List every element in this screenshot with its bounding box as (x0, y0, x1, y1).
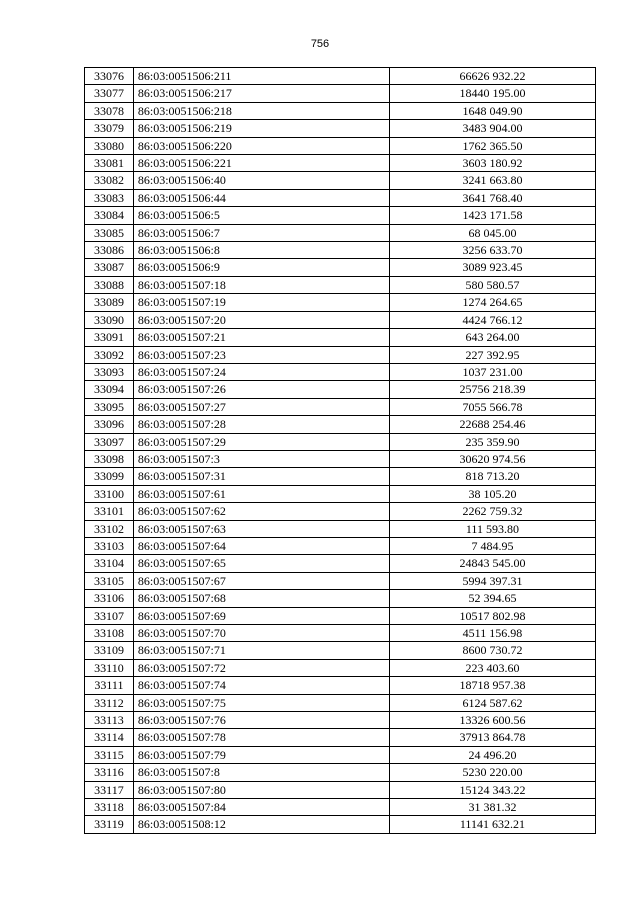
table-row (85, 189, 596, 206)
cadastral-number-cell: 86:03:0051507:71 (133, 642, 389, 659)
row-number-cell: 33084 (85, 207, 134, 224)
value-cell: 68 045.00 (389, 224, 595, 241)
value-cell: 52 394.65 (389, 590, 595, 607)
table-row (85, 729, 596, 746)
table-row (85, 137, 596, 154)
table-row (85, 398, 596, 415)
value-cell: 30620 974.56 (389, 450, 595, 467)
row-number-cell: 33108 (85, 625, 134, 642)
cadastral-number-cell: 86:03:0051507:21 (133, 329, 389, 346)
value-cell: 13326 600.56 (389, 712, 595, 729)
row-number-cell: 33104 (85, 555, 134, 572)
cadastral-number-cell: 86:03:0051507:8 (133, 764, 389, 781)
value-cell: 66626 932.22 (389, 68, 595, 85)
row-number-cell: 33090 (85, 311, 134, 328)
row-number-cell: 33103 (85, 537, 134, 554)
value-cell: 3256 633.70 (389, 242, 595, 259)
cadastral-number-cell: 86:03:0051507:74 (133, 677, 389, 694)
registry-table (84, 67, 596, 834)
cadastral-number-cell: 86:03:0051506:9 (133, 259, 389, 276)
row-number-cell: 33083 (85, 189, 134, 206)
table-row (85, 468, 596, 485)
cadastral-number-cell: 86:03:0051506:220 (133, 137, 389, 154)
table-row (85, 590, 596, 607)
value-cell: 7 484.95 (389, 537, 595, 554)
cadastral-number-cell: 86:03:0051507:28 (133, 416, 389, 433)
value-cell: 22688 254.46 (389, 416, 595, 433)
row-number-cell: 33106 (85, 590, 134, 607)
cadastral-number-cell: 86:03:0051507:62 (133, 503, 389, 520)
table-row (85, 572, 596, 589)
row-number-cell: 33100 (85, 485, 134, 502)
cadastral-number-cell: 86:03:0051507:80 (133, 781, 389, 798)
row-number-cell: 33087 (85, 259, 134, 276)
row-number-cell: 33093 (85, 363, 134, 380)
table-row (85, 799, 596, 816)
value-cell: 31 381.32 (389, 799, 595, 816)
table-row (85, 276, 596, 293)
cadastral-number-cell: 86:03:0051507:61 (133, 485, 389, 502)
cadastral-number-cell: 86:03:0051506:8 (133, 242, 389, 259)
table-row (85, 155, 596, 172)
cadastral-number-cell: 86:03:0051507:24 (133, 363, 389, 380)
cadastral-number-cell: 86:03:0051507:19 (133, 294, 389, 311)
row-number-cell: 33091 (85, 329, 134, 346)
value-cell: 111 593.80 (389, 520, 595, 537)
row-number-cell: 33109 (85, 642, 134, 659)
row-number-cell: 33086 (85, 242, 134, 259)
table-row (85, 450, 596, 467)
row-number-cell: 33107 (85, 607, 134, 624)
value-cell: 1648 049.90 (389, 102, 595, 119)
value-cell: 3641 768.40 (389, 189, 595, 206)
value-cell: 1762 365.50 (389, 137, 595, 154)
row-number-cell: 33078 (85, 102, 134, 119)
cadastral-number-cell: 86:03:0051508:12 (133, 816, 389, 833)
value-cell: 4511 156.98 (389, 625, 595, 642)
table-row (85, 537, 596, 554)
table-row (85, 712, 596, 729)
cadastral-number-cell: 86:03:0051506:40 (133, 172, 389, 189)
table-row (85, 381, 596, 398)
value-cell: 18718 957.38 (389, 677, 595, 694)
row-number-cell: 33111 (85, 677, 134, 694)
value-cell: 11141 632.21 (389, 816, 595, 833)
row-number-cell: 33099 (85, 468, 134, 485)
cadastral-number-cell: 86:03:0051507:65 (133, 555, 389, 572)
value-cell: 5994 397.31 (389, 572, 595, 589)
table-row (85, 207, 596, 224)
cadastral-number-cell: 86:03:0051506:218 (133, 102, 389, 119)
value-cell: 4424 766.12 (389, 311, 595, 328)
table-row (85, 642, 596, 659)
cadastral-number-cell: 86:03:0051507:29 (133, 433, 389, 450)
row-number-cell: 33110 (85, 659, 134, 676)
row-number-cell: 33089 (85, 294, 134, 311)
table-row (85, 172, 596, 189)
value-cell: 818 713.20 (389, 468, 595, 485)
row-number-cell: 33085 (85, 224, 134, 241)
value-cell: 3241 663.80 (389, 172, 595, 189)
table-row (85, 311, 596, 328)
table-row (85, 102, 596, 119)
row-number-cell: 33082 (85, 172, 134, 189)
cadastral-number-cell: 86:03:0051506:211 (133, 68, 389, 85)
row-number-cell: 33101 (85, 503, 134, 520)
value-cell: 7055 566.78 (389, 398, 595, 415)
value-cell: 2262 759.32 (389, 503, 595, 520)
cadastral-number-cell: 86:03:0051507:63 (133, 520, 389, 537)
value-cell: 3603 180.92 (389, 155, 595, 172)
table-row (85, 363, 596, 380)
row-number-cell: 33079 (85, 120, 134, 137)
cadastral-number-cell: 86:03:0051507:67 (133, 572, 389, 589)
cadastral-number-cell: 86:03:0051506:219 (133, 120, 389, 137)
value-cell: 25756 218.39 (389, 381, 595, 398)
value-cell: 235 359.90 (389, 433, 595, 450)
table-row (85, 555, 596, 572)
value-cell: 580 580.57 (389, 276, 595, 293)
row-number-cell: 33102 (85, 520, 134, 537)
row-number-cell: 33119 (85, 816, 134, 833)
cadastral-number-cell: 86:03:0051507:3 (133, 450, 389, 467)
table-row (85, 85, 596, 102)
cadastral-number-cell: 86:03:0051507:78 (133, 729, 389, 746)
table-row (85, 242, 596, 259)
row-number-cell: 33094 (85, 381, 134, 398)
table-row (85, 764, 596, 781)
row-number-cell: 33081 (85, 155, 134, 172)
value-cell: 1037 231.00 (389, 363, 595, 380)
table-row (85, 346, 596, 363)
row-number-cell: 33114 (85, 729, 134, 746)
row-number-cell: 33115 (85, 746, 134, 763)
value-cell: 10517 802.98 (389, 607, 595, 624)
cadastral-number-cell: 86:03:0051507:84 (133, 799, 389, 816)
value-cell: 1274 264.65 (389, 294, 595, 311)
value-cell: 38 105.20 (389, 485, 595, 502)
table-row (85, 224, 596, 241)
cadastral-number-cell: 86:03:0051507:18 (133, 276, 389, 293)
row-number-cell: 33112 (85, 694, 134, 711)
value-cell: 6124 587.62 (389, 694, 595, 711)
table-row (85, 816, 596, 833)
cadastral-number-cell: 86:03:0051507:31 (133, 468, 389, 485)
registry-table-body (85, 68, 596, 834)
cadastral-number-cell: 86:03:0051507:26 (133, 381, 389, 398)
value-cell: 15124 343.22 (389, 781, 595, 798)
value-cell: 3089 923.45 (389, 259, 595, 276)
value-cell: 227 392.95 (389, 346, 595, 363)
table-row (85, 259, 596, 276)
value-cell: 223 403.60 (389, 659, 595, 676)
value-cell: 24843 545.00 (389, 555, 595, 572)
table-row (85, 694, 596, 711)
value-cell: 18440 195.00 (389, 85, 595, 102)
cadastral-number-cell: 86:03:0051507:72 (133, 659, 389, 676)
row-number-cell: 33105 (85, 572, 134, 589)
value-cell: 8600 730.72 (389, 642, 595, 659)
value-cell: 24 496.20 (389, 746, 595, 763)
table-row (85, 677, 596, 694)
table-row (85, 120, 596, 137)
cadastral-number-cell: 86:03:0051507:27 (133, 398, 389, 415)
cadastral-number-cell: 86:03:0051507:23 (133, 346, 389, 363)
row-number-cell: 33092 (85, 346, 134, 363)
table-row (85, 416, 596, 433)
cadastral-number-cell: 86:03:0051507:69 (133, 607, 389, 624)
table-row (85, 329, 596, 346)
table-row (85, 781, 596, 798)
cadastral-number-cell: 86:03:0051507:64 (133, 537, 389, 554)
cadastral-number-cell: 86:03:0051506:221 (133, 155, 389, 172)
table-row (85, 485, 596, 502)
cadastral-number-cell: 86:03:0051506:44 (133, 189, 389, 206)
cadastral-number-cell: 86:03:0051507:70 (133, 625, 389, 642)
cadastral-number-cell: 86:03:0051506:5 (133, 207, 389, 224)
row-number-cell: 33080 (85, 137, 134, 154)
value-cell: 5230 220.00 (389, 764, 595, 781)
row-number-cell: 33116 (85, 764, 134, 781)
cadastral-number-cell: 86:03:0051507:79 (133, 746, 389, 763)
page-number: 756 (310, 38, 330, 50)
row-number-cell: 33076 (85, 68, 134, 85)
table-row (85, 607, 596, 624)
table-row (85, 746, 596, 763)
value-cell: 3483 904.00 (389, 120, 595, 137)
row-number-cell: 33117 (85, 781, 134, 798)
table-row (85, 68, 596, 85)
row-number-cell: 33097 (85, 433, 134, 450)
row-number-cell: 33088 (85, 276, 134, 293)
value-cell: 37913 864.78 (389, 729, 595, 746)
row-number-cell: 33113 (85, 712, 134, 729)
cadastral-number-cell: 86:03:0051507:76 (133, 712, 389, 729)
table-row (85, 520, 596, 537)
row-number-cell: 33095 (85, 398, 134, 415)
cadastral-number-cell: 86:03:0051507:68 (133, 590, 389, 607)
cadastral-number-cell: 86:03:0051507:75 (133, 694, 389, 711)
table-row (85, 503, 596, 520)
cadastral-number-cell: 86:03:0051506:217 (133, 85, 389, 102)
row-number-cell: 33098 (85, 450, 134, 467)
table-row (85, 625, 596, 642)
table-row (85, 659, 596, 676)
table-row (85, 294, 596, 311)
cadastral-number-cell: 86:03:0051506:7 (133, 224, 389, 241)
table-row (85, 433, 596, 450)
cadastral-number-cell: 86:03:0051507:20 (133, 311, 389, 328)
row-number-cell: 33096 (85, 416, 134, 433)
row-number-cell: 33077 (85, 85, 134, 102)
value-cell: 1423 171.58 (389, 207, 595, 224)
value-cell: 643 264.00 (389, 329, 595, 346)
row-number-cell: 33118 (85, 799, 134, 816)
